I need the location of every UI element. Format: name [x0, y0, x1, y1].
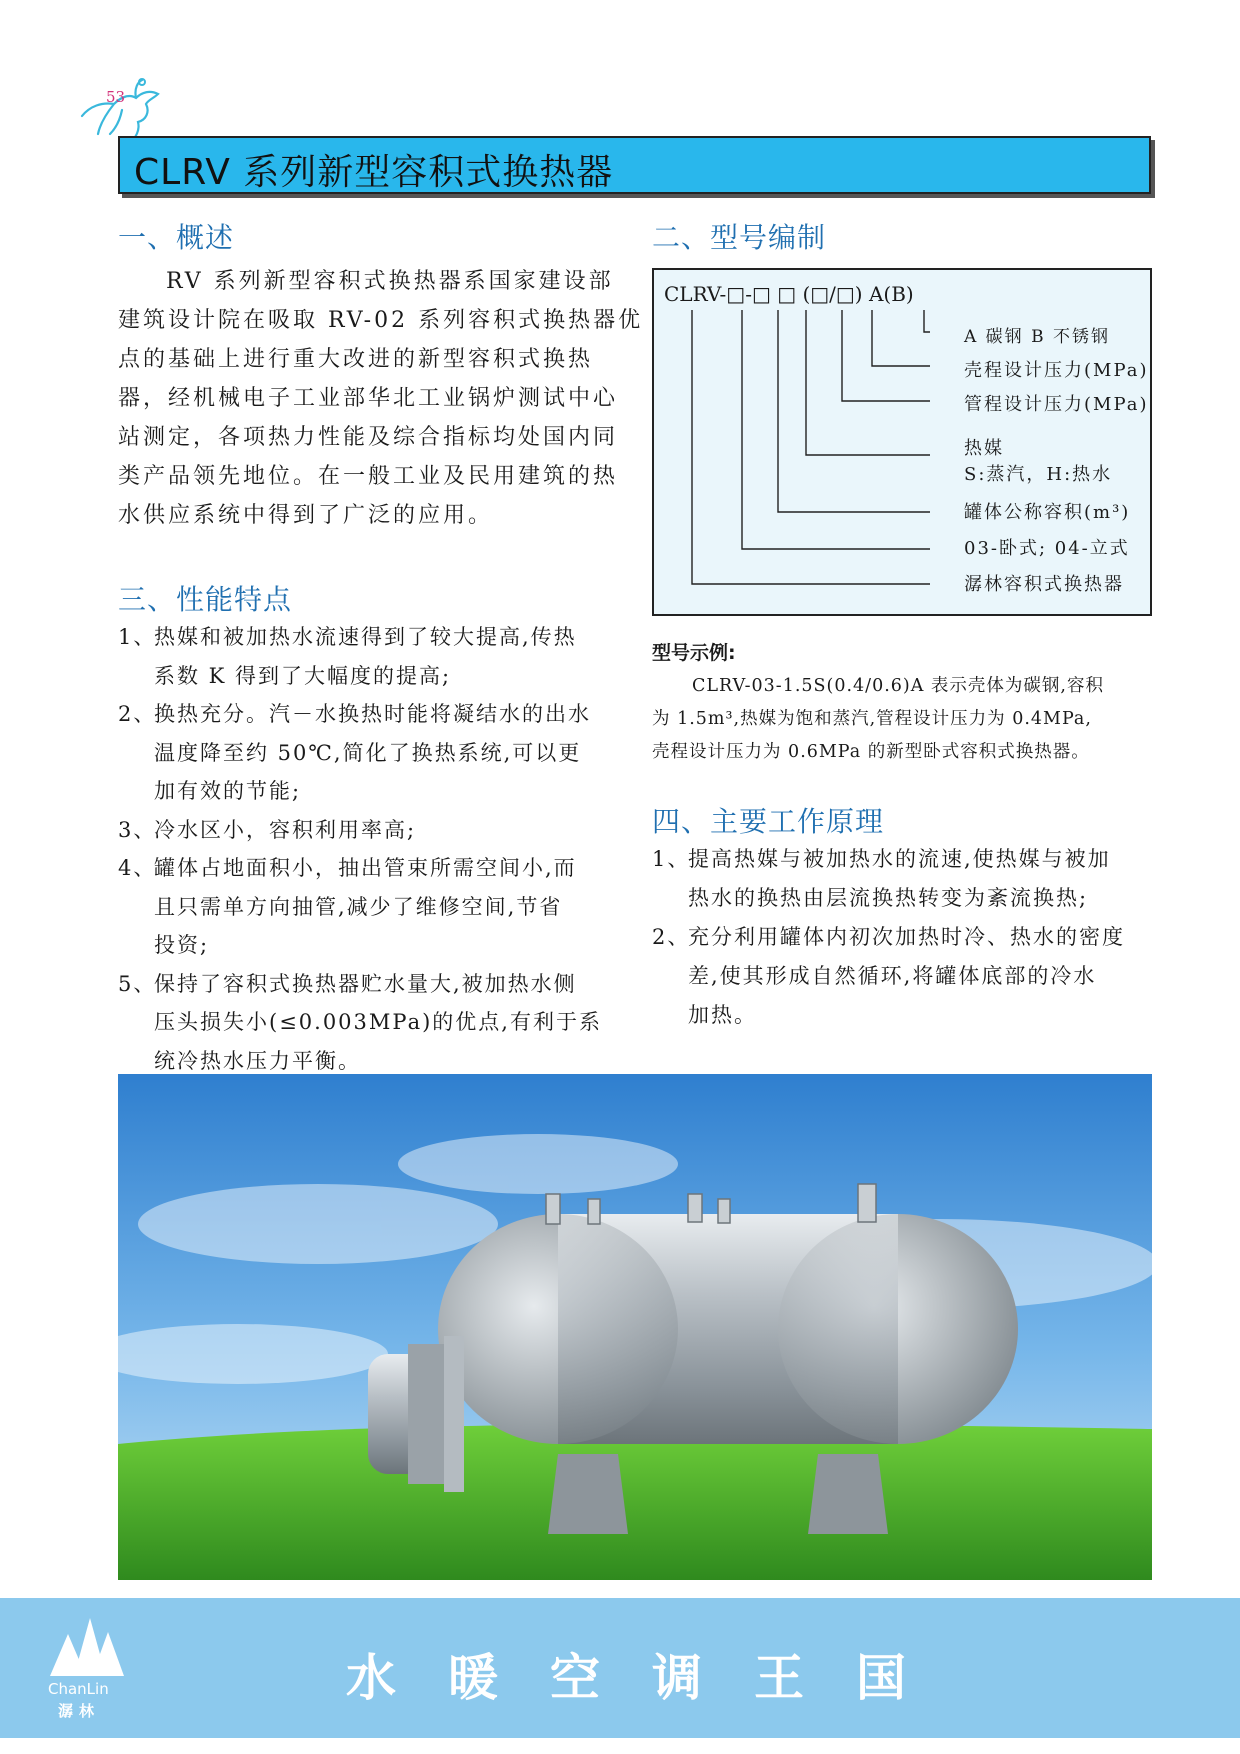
- item-line: 差,使其形成自然循环,将罐体底部的冷水: [688, 964, 1097, 988]
- overview-line: 类产品领先地位。在一般工业及民用建筑的热: [118, 464, 619, 489]
- item-line: 温度降至约 50℃,简化了换热系统,可以更: [154, 740, 582, 765]
- footer-banner: [0, 1598, 1240, 1738]
- item-line: 提高热媒与被加热水的流速,使热媒与被加: [688, 847, 1111, 871]
- heat-exchanger-image: [118, 1074, 1152, 1580]
- item-line: 加热。: [688, 1003, 757, 1027]
- features-list: [118, 618, 648, 1080]
- principle-list: [652, 840, 1152, 1035]
- section-heading-features: 三、性能特点: [118, 583, 293, 616]
- overview-line: 水供应系统中得到了广泛的应用。: [118, 503, 494, 528]
- brand-name-en: ChanLin: [48, 1680, 109, 1698]
- page-number: 53: [106, 88, 126, 106]
- item-line: 统冷热水压力平衡。: [154, 1048, 361, 1073]
- item-line: 充分利用罐体内初次加热时冷、热水的密度: [688, 925, 1125, 949]
- label-material: A 碳钢 B 不锈钢: [964, 327, 1110, 347]
- list-item: [118, 965, 648, 1081]
- list-item: [118, 849, 648, 965]
- list-item: [118, 811, 648, 850]
- label-brand: 潺林容积式换热器: [964, 574, 1124, 595]
- item-number: 2、: [118, 702, 157, 726]
- example-line: 为 1.5m³,热媒为饱和蒸汽,管程设计压力为 0.4MPa,: [652, 709, 1092, 729]
- section-heading-model: 二、型号编制: [652, 221, 827, 254]
- item-line: 且只需单方向抽管,减少了维修空间,节省: [154, 894, 563, 919]
- overview-line: 器，经机械电子工业部华北工业锅炉测试中心: [118, 386, 619, 411]
- item-line: 热水的换热由层流换热转变为紊流换热;: [688, 886, 1089, 910]
- section-heading-overview: 一、概述: [118, 221, 235, 254]
- example-title: 型号示例:: [652, 642, 736, 664]
- item-line: 加有效的节能;: [154, 779, 302, 803]
- item-line: 投资;: [154, 933, 210, 957]
- item-number: 1、: [118, 625, 157, 649]
- model-code: CLRV-□-□ □ (□/□) A(B): [664, 282, 914, 306]
- list-item: [652, 918, 1152, 1035]
- label-volume: 罐体公称容积(m³): [964, 502, 1131, 523]
- item-number: 4、: [118, 856, 157, 880]
- item-line: 热媒和被加热水流速得到了较大提高,传热: [154, 625, 577, 649]
- example-line: 壳程设计压力为 0.6MPa 的新型卧式容积式换热器。: [652, 742, 1090, 762]
- item-number: 5、: [118, 971, 157, 996]
- item-line: 换热充分。汽－水换热时能将凝结水的出水: [154, 702, 591, 726]
- brand-name-cn: 潺林: [58, 1702, 101, 1720]
- label-tube-pressure: 管程设计压力(MPa): [964, 394, 1149, 415]
- item-number: 2、: [652, 925, 691, 949]
- item-line: 冷水区小，容积利用率高;: [154, 817, 417, 842]
- title-bar: [118, 136, 1151, 194]
- item-line: 压头损失小(≤0.003MPa)的优点,有利于系: [154, 1010, 602, 1034]
- label-shell-pressure: 壳程设计压力(MPa): [964, 360, 1149, 381]
- section-heading-principle: 四、主要工作原理: [652, 805, 885, 838]
- mountain-logo-icon: [46, 1614, 128, 1680]
- overview-line: RV 系列新型容积式换热器系国家建设部: [166, 269, 614, 294]
- product-photo: [118, 1074, 1152, 1580]
- overview-paragraph: [118, 262, 644, 535]
- list-item: [118, 618, 648, 695]
- item-line: 系数 K 得到了大幅度的提高;: [154, 663, 452, 688]
- overview-line: 点的基础上进行重大改进的新型容积式换热: [118, 347, 594, 372]
- label-orientation: 03-卧式; 04-立式: [964, 538, 1130, 559]
- footer-slogan: 水暖空调王国: [346, 1649, 958, 1707]
- overview-line: 建筑设计院在吸取 RV-02 系列容积式换热器优: [118, 308, 644, 333]
- example-line: CLRV-03-1.5S(0.4/0.6)A 表示壳体为碳钢,容积: [692, 676, 1104, 696]
- overview-line: 站测定，各项热力性能及综合指标均处国内同: [118, 425, 619, 450]
- item-number: 1、: [652, 847, 691, 871]
- item-line: 保持了容积式换热器贮水量大,被加热水侧: [154, 971, 577, 996]
- label-medium-options: S:蒸汽，H:热水: [964, 464, 1113, 485]
- example-paragraph: [652, 670, 1152, 769]
- model-code-diagram: [652, 268, 1152, 616]
- list-item: [652, 840, 1152, 918]
- page-title: CLRV 系列新型容积式换热器: [134, 152, 614, 193]
- label-medium: 热媒: [964, 438, 1004, 459]
- list-item: [118, 695, 648, 811]
- item-line: 罐体占地面积小，抽出管束所需空间小,而: [154, 856, 577, 880]
- item-number: 3、: [118, 817, 157, 842]
